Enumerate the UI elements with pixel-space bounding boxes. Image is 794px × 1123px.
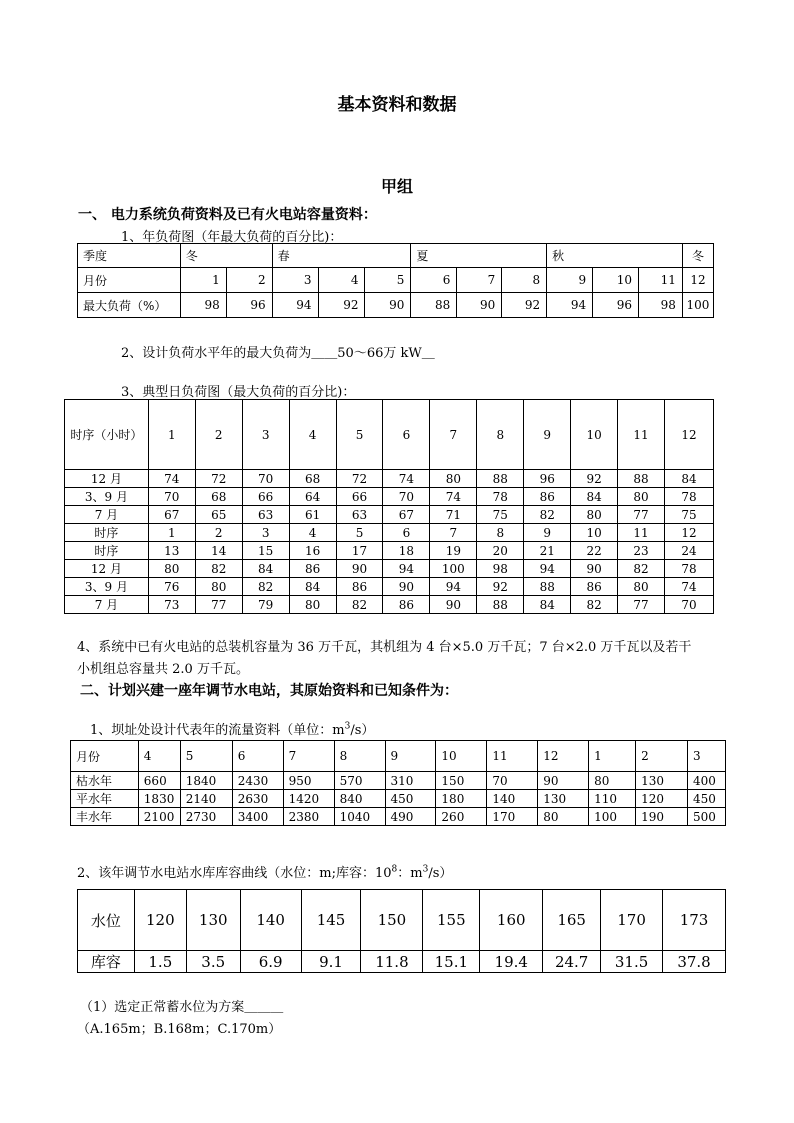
table-cell: 98 bbox=[477, 560, 524, 578]
table-cell: 66 bbox=[242, 488, 289, 506]
table-cell: 1 bbox=[589, 741, 636, 772]
table-cell: 94 bbox=[430, 578, 477, 596]
load-cell: 94 bbox=[547, 293, 593, 318]
table-cell: 130 bbox=[636, 772, 688, 790]
table-cell: 82 bbox=[242, 578, 289, 596]
table-cell: 66 bbox=[336, 488, 383, 506]
table-cell: 67 bbox=[148, 506, 195, 524]
table-cell: 2 bbox=[195, 524, 242, 542]
month-cell: 7 bbox=[457, 268, 502, 293]
load-cell: 98 bbox=[639, 293, 683, 318]
season-cell: 冬 bbox=[682, 244, 713, 268]
row-header-cell: 3、9 月 bbox=[65, 578, 149, 596]
table-cell: 4 bbox=[289, 400, 336, 470]
table-cell: 8 bbox=[334, 741, 385, 772]
table-cell: 840 bbox=[334, 790, 385, 808]
thermal-capacity-line2: 小机组总容量共 2.0 万千瓦。 bbox=[77, 662, 249, 677]
table-cell: 145 bbox=[301, 890, 361, 951]
table-cell: 660 bbox=[138, 772, 180, 790]
table-cell: 94 bbox=[524, 560, 571, 578]
daily-load-row bbox=[65, 542, 714, 560]
table-cell: 70 bbox=[665, 596, 714, 614]
daily-load-row bbox=[65, 470, 714, 488]
table-cell: 173 bbox=[663, 890, 726, 951]
flow-caption bbox=[90, 719, 374, 738]
table-cell: 1 bbox=[148, 524, 195, 542]
storage-caption-sup2: 3 bbox=[422, 864, 429, 875]
table-cell: 13 bbox=[148, 542, 195, 560]
row-header-cell: 水位 bbox=[78, 890, 135, 951]
table-cell: 4 bbox=[138, 741, 180, 772]
table-cell: 73 bbox=[148, 596, 195, 614]
table-cell: 90 bbox=[336, 560, 383, 578]
table-cell: 24.7 bbox=[543, 951, 601, 973]
table-cell: 64 bbox=[289, 488, 336, 506]
load-cell: 96 bbox=[226, 293, 272, 318]
table-cell: 96 bbox=[524, 470, 571, 488]
table-cell: 94 bbox=[383, 560, 430, 578]
table-cell: 88 bbox=[524, 578, 571, 596]
table-cell: 31.5 bbox=[601, 951, 663, 973]
table-cell: 8 bbox=[477, 524, 524, 542]
table-cell: 3.5 bbox=[186, 951, 240, 973]
month-cell: 11 bbox=[639, 268, 683, 293]
row-header-cell: 3、9 月 bbox=[65, 488, 149, 506]
table-cell: 82 bbox=[195, 560, 242, 578]
table-cell: 1830 bbox=[138, 790, 180, 808]
table-cell: 80 bbox=[148, 560, 195, 578]
flow-row bbox=[71, 772, 726, 790]
table-cell: 165 bbox=[543, 890, 601, 951]
table-cell: 150 bbox=[436, 772, 487, 790]
question-1: （1）选定正常蓄水位为方案＿＿＿ bbox=[80, 1000, 284, 1015]
table-cell: 1840 bbox=[180, 772, 232, 790]
table-cell: 11.8 bbox=[361, 951, 423, 973]
load-cell: 96 bbox=[593, 293, 639, 318]
table-cell: 1040 bbox=[334, 808, 385, 826]
flow-caption-text: 1、坝址处设计代表年的流量资料（单位：m bbox=[90, 723, 345, 738]
row-header-cell: 7 月 bbox=[65, 596, 149, 614]
flow-row bbox=[71, 790, 726, 808]
month-cell: 9 bbox=[547, 268, 593, 293]
month-label: 月份 bbox=[78, 268, 181, 293]
table-cell: 7 bbox=[283, 741, 334, 772]
season-cell: 夏 bbox=[411, 244, 547, 268]
table-cell: 10 bbox=[571, 400, 618, 470]
row-header-cell: 时序（小时） bbox=[65, 400, 149, 470]
table-cell: 67 bbox=[383, 506, 430, 524]
table-cell: 78 bbox=[665, 560, 714, 578]
table-cell: 150 bbox=[361, 890, 423, 951]
storage-caption-end: /s） bbox=[428, 866, 453, 881]
month-cell: 2 bbox=[226, 268, 272, 293]
table-cell: 1.5 bbox=[134, 951, 186, 973]
flow-table bbox=[70, 740, 726, 826]
table-cell: 22 bbox=[571, 542, 618, 560]
load-cell: 100 bbox=[682, 293, 713, 318]
table-cell: 10 bbox=[436, 741, 487, 772]
table-cell: 90 bbox=[538, 772, 589, 790]
table-cell: 16 bbox=[289, 542, 336, 560]
table-cell: 92 bbox=[477, 578, 524, 596]
flow-row bbox=[71, 741, 726, 772]
month-cell: 4 bbox=[318, 268, 365, 293]
table-cell: 2430 bbox=[232, 772, 283, 790]
table-cell: 80 bbox=[618, 488, 665, 506]
table-cell: 6 bbox=[383, 524, 430, 542]
table-cell: 84 bbox=[242, 560, 289, 578]
load-cell: 92 bbox=[502, 293, 547, 318]
table-cell: 570 bbox=[334, 772, 385, 790]
daily-load-row bbox=[65, 578, 714, 596]
table-cell: 10 bbox=[571, 524, 618, 542]
month-cell: 10 bbox=[593, 268, 639, 293]
table-cell: 70 bbox=[148, 488, 195, 506]
load-cell: 90 bbox=[457, 293, 502, 318]
table-cell: 70 bbox=[487, 772, 538, 790]
table-cell: 9 bbox=[385, 741, 436, 772]
table-cell: 260 bbox=[436, 808, 487, 826]
table-cell: 190 bbox=[636, 808, 688, 826]
table-cell: 3 bbox=[687, 741, 725, 772]
table-cell: 19 bbox=[430, 542, 477, 560]
table-cell: 65 bbox=[195, 506, 242, 524]
table-cell: 3 bbox=[242, 400, 289, 470]
table-cell: 23 bbox=[618, 542, 665, 560]
question-1-options: （A.165m；B.168m；C.170m） bbox=[77, 1022, 282, 1037]
table-cell: 100 bbox=[430, 560, 477, 578]
table-cell: 75 bbox=[665, 506, 714, 524]
table-cell: 180 bbox=[436, 790, 487, 808]
table-cell: 120 bbox=[636, 790, 688, 808]
table-cell: 155 bbox=[423, 890, 480, 951]
row-header-cell: 12 月 bbox=[65, 470, 149, 488]
row-header-cell: 7 月 bbox=[65, 506, 149, 524]
table-cell: 88 bbox=[618, 470, 665, 488]
table-cell: 490 bbox=[385, 808, 436, 826]
table-cell: 61 bbox=[289, 506, 336, 524]
table-cell: 4 bbox=[289, 524, 336, 542]
load-label: 最大负荷（%） bbox=[78, 293, 181, 318]
table-cell: 86 bbox=[524, 488, 571, 506]
table-cell: 86 bbox=[336, 578, 383, 596]
table-cell: 88 bbox=[477, 596, 524, 614]
table-cell: 79 bbox=[242, 596, 289, 614]
flow-caption-end: /s） bbox=[350, 723, 375, 738]
season-label: 季度 bbox=[78, 244, 181, 268]
season-cell: 冬 bbox=[180, 244, 272, 268]
flow-row bbox=[71, 808, 726, 826]
table-cell: 2 bbox=[636, 741, 688, 772]
table-cell: 7 bbox=[430, 524, 477, 542]
table-cell: 90 bbox=[383, 578, 430, 596]
storage-caption-text: 2、该年调节水电站水库库容曲线（水位：m;库容：10 bbox=[77, 866, 392, 881]
table-cell: 2100 bbox=[138, 808, 180, 826]
row-header-cell: 12 月 bbox=[65, 560, 149, 578]
table-cell: 80 bbox=[538, 808, 589, 826]
storage-table bbox=[77, 889, 726, 973]
table-cell: 500 bbox=[687, 808, 725, 826]
month-row bbox=[78, 268, 714, 293]
thermal-capacity-line1: 4、系统中已有火电站的总装机容量为 36 万千瓦，其机组为 4 台×5.0 万千瓦；7 台×2.0 万千瓦以及若干 bbox=[77, 640, 692, 655]
table-cell: 80 bbox=[430, 470, 477, 488]
daily-load-row bbox=[65, 488, 714, 506]
table-cell: 2380 bbox=[283, 808, 334, 826]
table-cell: 70 bbox=[242, 470, 289, 488]
table-cell: 130 bbox=[186, 890, 240, 951]
daily-load-row bbox=[65, 524, 714, 542]
table-cell: 86 bbox=[289, 560, 336, 578]
table-cell: 74 bbox=[383, 470, 430, 488]
daily-load-row bbox=[65, 506, 714, 524]
table-cell: 75 bbox=[477, 506, 524, 524]
table-cell: 8 bbox=[477, 400, 524, 470]
table-cell: 5 bbox=[180, 741, 232, 772]
storage-caption-mid: ：m bbox=[397, 866, 423, 881]
daily-load-row bbox=[65, 596, 714, 614]
table-cell: 11 bbox=[487, 741, 538, 772]
storage-caption-sup1: 8 bbox=[391, 864, 398, 875]
daily-load-row bbox=[65, 560, 714, 578]
table-cell: 19.4 bbox=[480, 951, 543, 973]
table-cell: 82 bbox=[336, 596, 383, 614]
table-cell: 63 bbox=[242, 506, 289, 524]
table-cell: 170 bbox=[601, 890, 663, 951]
table-cell: 72 bbox=[336, 470, 383, 488]
table-cell: 11 bbox=[618, 524, 665, 542]
annual-load-table bbox=[77, 243, 714, 318]
season-cell: 秋 bbox=[547, 244, 683, 268]
load-cell: 94 bbox=[272, 293, 318, 318]
group-title: 甲组 bbox=[380, 177, 413, 196]
table-cell: 2630 bbox=[232, 790, 283, 808]
table-cell: 170 bbox=[487, 808, 538, 826]
table-cell: 20 bbox=[477, 542, 524, 560]
month-cell: 6 bbox=[411, 268, 457, 293]
table-cell: 6 bbox=[383, 400, 430, 470]
table-cell: 63 bbox=[336, 506, 383, 524]
table-cell: 950 bbox=[283, 772, 334, 790]
row-header-cell: 月份 bbox=[71, 741, 139, 772]
table-cell: 82 bbox=[524, 506, 571, 524]
table-cell: 80 bbox=[571, 506, 618, 524]
table-cell: 78 bbox=[477, 488, 524, 506]
table-cell: 80 bbox=[618, 578, 665, 596]
daily-load-row bbox=[65, 400, 714, 470]
row-header-cell: 时序 bbox=[65, 542, 149, 560]
table-cell: 14 bbox=[195, 542, 242, 560]
storage-caption bbox=[77, 862, 452, 881]
table-cell: 7 bbox=[430, 400, 477, 470]
table-cell: 12 bbox=[665, 524, 714, 542]
section1-heading: 一、 电力系统负荷资料及已有火电站容量资料： bbox=[78, 207, 377, 223]
table-cell: 77 bbox=[618, 596, 665, 614]
table-cell: 18 bbox=[383, 542, 430, 560]
table-cell: 80 bbox=[589, 772, 636, 790]
table-cell: 2140 bbox=[180, 790, 232, 808]
table-cell: 9 bbox=[524, 400, 571, 470]
table-cell: 90 bbox=[571, 560, 618, 578]
table-cell: 80 bbox=[195, 578, 242, 596]
month-cell: 1 bbox=[180, 268, 226, 293]
section2-heading: 二、计划兴建一座年调节水电站，其原始资料和已知条件为： bbox=[80, 683, 458, 699]
table-cell: 80 bbox=[289, 596, 336, 614]
table-cell: 17 bbox=[336, 542, 383, 560]
table-cell: 74 bbox=[665, 578, 714, 596]
storage-row bbox=[78, 951, 726, 973]
table-cell: 310 bbox=[385, 772, 436, 790]
row-header-cell: 库容 bbox=[78, 951, 135, 973]
table-cell: 82 bbox=[618, 560, 665, 578]
row-header-cell: 枯水年 bbox=[71, 772, 139, 790]
month-cell: 8 bbox=[502, 268, 547, 293]
table-cell: 11 bbox=[618, 400, 665, 470]
table-cell: 2 bbox=[195, 400, 242, 470]
table-cell: 84 bbox=[524, 596, 571, 614]
storage-row bbox=[78, 890, 726, 951]
load-cell: 88 bbox=[411, 293, 457, 318]
table-cell: 78 bbox=[665, 488, 714, 506]
table-cell: 2730 bbox=[180, 808, 232, 826]
table-cell: 6.9 bbox=[240, 951, 301, 973]
daily-load-table bbox=[64, 399, 714, 614]
table-cell: 70 bbox=[383, 488, 430, 506]
row-header-cell: 平水年 bbox=[71, 790, 139, 808]
table-cell: 160 bbox=[480, 890, 543, 951]
flow-caption-sup: 3 bbox=[344, 721, 351, 732]
table-cell: 140 bbox=[240, 890, 301, 951]
table-cell: 92 bbox=[571, 470, 618, 488]
table-cell: 84 bbox=[571, 488, 618, 506]
table-cell: 140 bbox=[487, 790, 538, 808]
table-cell: 1420 bbox=[283, 790, 334, 808]
table-cell: 130 bbox=[538, 790, 589, 808]
table-cell: 84 bbox=[665, 470, 714, 488]
table-cell: 68 bbox=[195, 488, 242, 506]
table-cell: 74 bbox=[430, 488, 477, 506]
table-cell: 9.1 bbox=[301, 951, 361, 973]
table-cell: 86 bbox=[383, 596, 430, 614]
page-title: 基本资料和数据 bbox=[337, 95, 457, 115]
table-cell: 100 bbox=[589, 808, 636, 826]
table-cell: 71 bbox=[430, 506, 477, 524]
month-cell: 3 bbox=[272, 268, 318, 293]
table-cell: 1 bbox=[148, 400, 195, 470]
load-cell: 98 bbox=[180, 293, 226, 318]
table-cell: 21 bbox=[524, 542, 571, 560]
month-cell: 5 bbox=[365, 268, 411, 293]
annual-load-caption: 1、年负荷图（年最大负荷的百分比)： bbox=[121, 230, 343, 245]
table-cell: 110 bbox=[589, 790, 636, 808]
table-cell: 3 bbox=[242, 524, 289, 542]
row-header-cell: 时序 bbox=[65, 524, 149, 542]
table-cell: 86 bbox=[571, 578, 618, 596]
table-cell: 68 bbox=[289, 470, 336, 488]
table-cell: 400 bbox=[687, 772, 725, 790]
table-cell: 90 bbox=[430, 596, 477, 614]
table-cell: 6 bbox=[232, 741, 283, 772]
table-cell: 5 bbox=[336, 400, 383, 470]
month-cell: 12 bbox=[682, 268, 713, 293]
table-cell: 9 bbox=[524, 524, 571, 542]
table-cell: 120 bbox=[134, 890, 186, 951]
table-cell: 77 bbox=[618, 506, 665, 524]
load-cell: 92 bbox=[318, 293, 365, 318]
table-cell: 84 bbox=[289, 578, 336, 596]
table-cell: 74 bbox=[148, 470, 195, 488]
max-load-text: 2、设计负荷水平年的最大负荷为＿＿50～66万 kW＿ bbox=[121, 346, 435, 361]
load-cell: 90 bbox=[365, 293, 411, 318]
table-cell: 72 bbox=[195, 470, 242, 488]
table-cell: 24 bbox=[665, 542, 714, 560]
table-cell: 77 bbox=[195, 596, 242, 614]
row-header-cell: 丰水年 bbox=[71, 808, 139, 826]
table-cell: 15.1 bbox=[423, 951, 480, 973]
table-cell: 450 bbox=[385, 790, 436, 808]
load-row bbox=[78, 293, 714, 318]
table-cell: 12 bbox=[538, 741, 589, 772]
table-cell: 82 bbox=[571, 596, 618, 614]
table-cell: 37.8 bbox=[663, 951, 726, 973]
table-cell: 15 bbox=[242, 542, 289, 560]
table-cell: 5 bbox=[336, 524, 383, 542]
table-cell: 12 bbox=[665, 400, 714, 470]
table-cell: 450 bbox=[687, 790, 725, 808]
table-cell: 88 bbox=[477, 470, 524, 488]
daily-load-caption: 3、典型日负荷图（最大负荷的百分比)： bbox=[121, 385, 356, 400]
season-cell: 春 bbox=[272, 244, 411, 268]
table-cell: 76 bbox=[148, 578, 195, 596]
table-cell: 3400 bbox=[232, 808, 283, 826]
